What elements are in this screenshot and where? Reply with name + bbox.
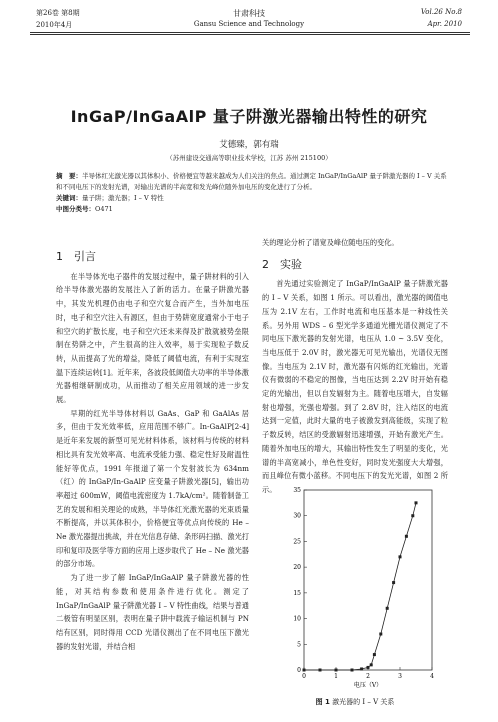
- date-en: Apr. 2010: [427, 20, 462, 28]
- abstract-text: 半导体红光激光器以其体积小、价格便宜等越来越成为人们关注的焦点。通过测定 InGaP/InGaAlP 量子阱激光器的 I – V 关系和不同电压下的发射光谱，对输出光谱的半高宽和发光峰位随外加电压的变化进行了分析。: [56, 172, 447, 191]
- intro-paragraph-1: 在半导体光电子器件的发展过程中，量子阱材料的引入给半导体激光器的发展注入了新的活力。在量子阱激光器中，其发光机理仍由电子和空穴复合而产生，当外加电压时，电子和空穴注入有源区，但由于势阱宽度通常小于电子和空穴的扩散长度，电子和空穴还未来得及扩散就被势垒限制在势阱之中，产生很高的注入效率，易于实现粒子数反转，从而提高了光的增益，降低了阈值电流，有利于实现室温下连续运转[1]。近年来，各波段低阈值大功率的半导体激光器相继研制成功，从而推动了相关应用领域的进一步发展。: [56, 271, 249, 405]
- volume-issue-en: Vol.26 No.8: [420, 8, 462, 16]
- y-tick-label: 15: [293, 589, 301, 597]
- y-tick-label: 0: [297, 667, 301, 674]
- header-rule-thin: [30, 34, 470, 35]
- y-tick-label: 20: [293, 564, 301, 572]
- iv-data-point: [319, 669, 322, 672]
- iv-data-point: [379, 633, 382, 636]
- figure-caption-text: 激光器的 I – V 关系: [332, 698, 395, 706]
- keywords-label: 关键词：: [56, 194, 82, 202]
- iv-data-point: [415, 501, 418, 504]
- abstract-block: [56, 171, 448, 215]
- right-column: [262, 236, 448, 497]
- date-cn: 2010年4月: [36, 21, 73, 29]
- experiment-paragraph-1: 首先通过实验测定了 InGaP/InGaAlP 量子阱激光器的 I – V 关系，如图 1 所示。可以看出，激光器的阈值电压为 2.1V 左右，工作时电流和电压基本是一种线性关系。另外用 WDS – 6 型光学多通道光栅光谱仪测定了不同电压下激光器的发射光谱，电压从 1.0 ~ 3.5V 变化，当电压低于 2.0V 时，激光器无可见光输出，光谱仪无图像。当电压为 2.1V 时，激光器有闪烁的红光输出，光谱仪有微弱的不稳定的图像，当电压达到 2.2V 时开始有稳定的光输出，但以自发辐射为主。随着电压增大，自发辐射也增强，光强也增强。到了 2.8V 时，注入结区的电流达到一定值，此时大量的电子被激发到高能级，实现了粒子数反转，结区的受激辐射迅速增强，开始有激光产生。随着外加电压的增大，其输出特性发生了明显的变化，光谱的半高宽减小，单色性变好，同时发光强度大大增强，而且峰位有微小蓝移。不同电压下的发光光谱，如图 2 所示。: [262, 279, 448, 494]
- keywords-text: 量子阱；激光器；I – V 特性: [82, 194, 164, 202]
- classification-label: 中图分类号：: [56, 205, 95, 213]
- iv-data-point: [370, 663, 373, 666]
- intro-paragraph-3: 为了进一步了解 InGaP/InGaAlP 量子阱激光器的性能，对其结构参数和使用条件进行优化。测定了 InGaP/InGaAlP 量子阱激光器 I – V 特性曲线，结果与普通二极管有明显区别，表明在量子阱中载流子输运机制与 PN 结有区别，同时得用 CCD 光谱仪测出了在不同电压下激光器的发射光谱，并结合相: [56, 573, 249, 651]
- section-heading-intro: 1 引言: [56, 250, 96, 263]
- iv-data-point: [303, 669, 306, 672]
- section-heading-experiment: 2 实验: [262, 257, 302, 271]
- iv-data-point: [373, 653, 376, 656]
- figure-label: 图 1: [315, 698, 330, 706]
- x-tick-label: 4: [430, 673, 434, 680]
- iv-curve-line: [304, 503, 416, 670]
- authors: 艾德臻，郭有瑞: [219, 140, 279, 150]
- journal-name-en: Gansu Science and Technology: [193, 20, 305, 28]
- x-tick-label: 2: [366, 673, 370, 680]
- y-tick-label: 5: [297, 641, 301, 649]
- figure-caption: [262, 697, 448, 707]
- iv-data-point: [335, 669, 338, 672]
- abstract-label: 摘 要：: [56, 172, 82, 180]
- iv-data-point: [405, 535, 408, 538]
- iv-data-point: [351, 669, 354, 672]
- classification-code: O471: [95, 205, 113, 213]
- volume-issue-cn: 第26卷 第8期: [36, 9, 80, 17]
- x-tick-label: 0: [302, 673, 306, 680]
- abstract: [56, 171, 448, 193]
- x-tick-label: 1: [334, 673, 338, 680]
- paper-title: InGaP/InGaAlP 量子阱激光器输出特性的研究: [70, 107, 428, 126]
- y-tick-label: 10: [293, 615, 301, 623]
- iv-data-point: [399, 555, 402, 558]
- intro-paragraph-2: 早期的红光半导体材料以 GaAs、GaP 和 GaAlAs 居多，但由于发光效率低，应用范围不够广。In-GaAlP[2-4] 是近年来发展的新型可见光材料体系，该材料与传统的材料相比具有发光效率高、电流承受能力强、稳定性好及耐温性能好等优点，1991 年报道了第一个发射波长为 634nm（红）的 InGaP/In-GaAlP 应变量子阱激光器[5]，输出功率超过 600mW，阈值电流密度为 1.7kA/cm²。随着制备工艺的发展和相关理论的成熟，半导体红光激光器的光束质量不断提高，并以其体积小，价格便宜等优点向传统的 He – Ne 激光器提出挑战，并在光信息存储、条形码扫描、激光打印和复印及医学等方面的应用上逐步取代了 He – Ne 激光器的部分市场。: [56, 408, 249, 569]
- journal-name-cn: 甘肃科技: [233, 9, 265, 18]
- header-rule: [30, 32, 470, 33]
- chart-points: [303, 501, 418, 671]
- x-tick-label: 3: [398, 673, 402, 680]
- keywords: [56, 193, 448, 204]
- iv-data-point: [367, 666, 370, 669]
- x-axis-label: 电压（V）: [353, 682, 383, 689]
- affiliation: （苏州建设交通高等职业技术学校，江苏 苏州 215100）: [166, 154, 332, 162]
- intro-continuation: 关的理论分析了谱宽及峰位随电压的变化。: [262, 238, 399, 247]
- iv-curve-chart: [282, 484, 437, 690]
- iv-data-point: [360, 667, 363, 670]
- y-tick-label: 35: [293, 487, 301, 494]
- y-tick-label: 30: [293, 512, 301, 520]
- iv-data-point: [392, 581, 395, 584]
- iv-data-point: [411, 514, 414, 517]
- left-column: [56, 244, 249, 653]
- iv-data-point: [386, 607, 389, 610]
- y-tick-label: 25: [293, 538, 301, 546]
- classification: [56, 204, 448, 215]
